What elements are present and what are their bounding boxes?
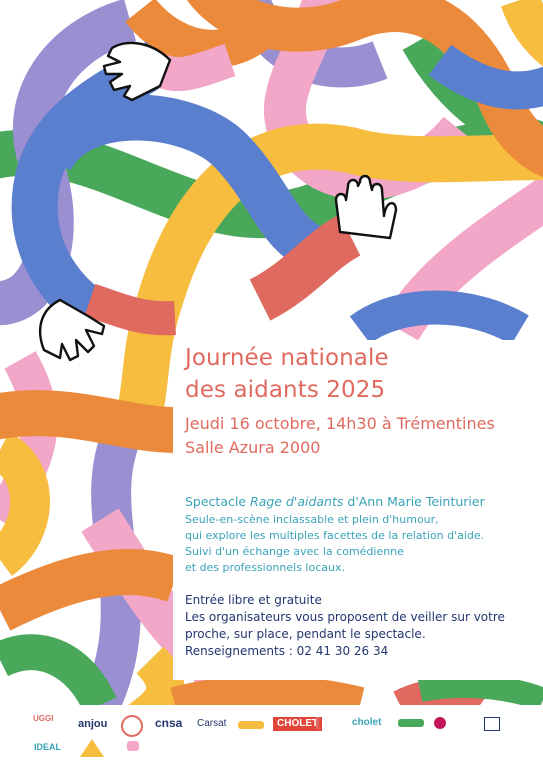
show-desc-line-2: qui explore les multiples facettes de la relation d'aide. (185, 529, 485, 542)
show-suffix: d'Ann Marie Teinturier (343, 494, 485, 509)
cnsa-logo: cnsa (155, 716, 183, 730)
event-title-line1: Journée nationale (185, 345, 389, 371)
show-title-line (185, 494, 485, 509)
event-venue-line: Salle Azura 2000 (185, 438, 321, 457)
show-desc-line-1: Seule-en-scène inclassable et plein d'humour, (185, 513, 439, 526)
entry-line: Entrée libre et gratuite (185, 593, 322, 607)
grid-partner-logo (484, 717, 500, 731)
care-line-1: Les organisateurs vous proposent de veiller sur votre (185, 610, 505, 624)
pink-partner-logo (127, 741, 139, 751)
event-date-line: Jeudi 16 octobre, 14h30 à Trémentines (185, 414, 495, 433)
care-line-2: proche, sur place, pendant le spectacle. (185, 627, 426, 641)
anjou-logo: anjou (78, 718, 108, 730)
show-desc-line-4: et des professionnels locaux. (185, 561, 345, 574)
green-partner-logo (398, 719, 424, 727)
show-name: Rage d'aidants (250, 494, 344, 509)
show-desc-line-3: Suivi d'un échange avec la comédienne (185, 545, 404, 558)
yellow-partner-logo (238, 721, 264, 729)
contact-line: Renseignements : 02 41 30 26 34 (185, 644, 389, 658)
uggi-logo: UGGI (33, 714, 54, 723)
show-prefix: Spectacle (185, 494, 251, 509)
circle-logo (121, 715, 143, 737)
partner-logos-footer (0, 705, 543, 768)
cholet-logo: CHOLET (273, 717, 322, 731)
carsat-logo: Carsat (197, 718, 227, 729)
ideal-logo: IDEAL (34, 742, 61, 752)
cholet-hospital-logo: cholet (352, 717, 382, 728)
red-partner-logo (316, 717, 343, 729)
event-title-line2: des aidants 2025 (185, 377, 386, 403)
magenta-partner-logo (434, 717, 446, 729)
triangle-logo (80, 739, 104, 757)
event-info-card (173, 340, 543, 680)
